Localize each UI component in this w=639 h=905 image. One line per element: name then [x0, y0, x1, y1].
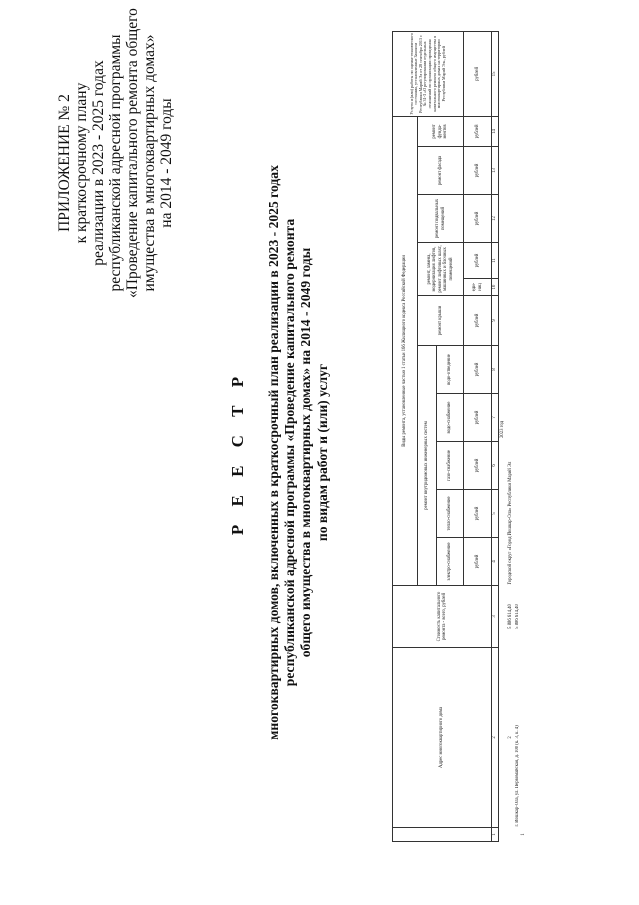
appendix-line: «Проведение капитального ремонта общего [124, 8, 141, 298]
unit-label: рублей [464, 346, 492, 394]
column-number: 8 [492, 346, 499, 394]
column-number: 3 [492, 586, 499, 648]
appendix-line: ПРИЛОЖЕНИЕ № 2 [56, 94, 73, 232]
appendix-line: имущества в многоквартирных домах» [141, 34, 158, 292]
unit-label: рублей [464, 442, 492, 490]
appendix-line: реализации в 2023 - 2025 годах [90, 60, 107, 266]
header-foundation: ремонт фунда-ментов [418, 116, 464, 146]
appendix-block [56, 8, 175, 298]
title-line: по видам работ и (или) услуг [314, 363, 330, 542]
header-roof: ремонт крыши [418, 296, 464, 346]
row-number: 1 [521, 833, 527, 836]
header-elevator: ремонт, замена, модернизация лифтов, ремонт лифтовых шахт, машинных и блочных помещений [418, 243, 464, 296]
header-number-blank [393, 828, 492, 842]
table-column-numbers-row [492, 31, 499, 841]
table-row [515, 31, 533, 841]
column-number: 5 [492, 490, 499, 538]
column-number: 13 [492, 147, 499, 195]
unit-label: рублей [464, 490, 492, 538]
table-city-row [507, 31, 515, 841]
header-water-supply: водо-снабжение [437, 394, 464, 442]
column-number: 6 [492, 442, 499, 490]
column-number: 11 [492, 243, 499, 279]
table-header-row [393, 31, 418, 841]
unit-label: рублей [464, 147, 492, 195]
document-heading: Р Е Е С Т Р [228, 369, 247, 536]
unit-label: рублей [464, 116, 492, 146]
title-line: многоквартирных домов, включенных в краткосрочный план реализации в 2023 - 2025 годах [266, 165, 281, 740]
appendix-line: к краткосрочному плану [73, 82, 90, 244]
header-facade: ремонт фасада [418, 147, 464, 195]
column-number: 12 [492, 195, 499, 243]
header-electricity: электро-снабжение [437, 538, 464, 586]
table-year-row [499, 31, 508, 841]
register-table [392, 31, 533, 842]
header-gas: газо-снабжение [437, 442, 464, 490]
title-line: республиканской адресной программы «Проведение капитального ремонта [282, 218, 298, 687]
header-address: Адрес многоквартирного дома [393, 648, 492, 828]
column-number: 9 [492, 296, 499, 346]
unit-label: рублей [464, 538, 492, 586]
unit-label: рублей [464, 296, 492, 346]
header-heating: тепло-снабжение [437, 490, 464, 538]
appendix-line: республиканской адресной программы [107, 34, 124, 292]
year-label: 2023 год [500, 420, 506, 438]
unit-label-elevator-units: еди-ниц [464, 279, 492, 296]
title-line: общего имущества в многоквартирных домах» на 2014 - 2049 годы [298, 247, 314, 658]
column-number: 14 [492, 116, 499, 146]
unit-label: рублей [464, 195, 492, 243]
column-number: 15 [492, 31, 499, 116]
row-cost: 5 886 614,40 [515, 604, 520, 629]
header-cost: Стоимость капитального ремонта - всего, рублей [393, 586, 492, 648]
unit-label: рублей [464, 31, 492, 116]
column-number: 10 [492, 279, 499, 296]
unit-label: рублей [464, 243, 492, 279]
column-number: 1 [492, 828, 499, 842]
title-block [228, 40, 331, 865]
appendix-line: на 2014 - 2049 годы [158, 98, 175, 228]
header-water-disposal: водо-отведение [437, 346, 464, 394]
header-repair-types: Виды ремонта, установленные частью 1 статьи 166 Жилищного кодекса Российской Федерации [393, 116, 418, 585]
unit-label: рублей [464, 394, 492, 442]
header-extra-services: Услуги и (или) работы по оценке технического состояния, установленные Законом Республики Марий Эл от 28 сентября 2013 г. № 31-З «О регулировании отдельных отношений по организации проведения капитального ремонта общего имущества в многоквартирных домах на территории Республики Марий Эл», рублей [393, 31, 464, 116]
city-total: 5 886 614,40 [508, 604, 514, 629]
header-internal-systems: ремонт внутридомовых инженерных систем [418, 346, 437, 586]
header-basement: ремонт подвальных помещений [418, 195, 464, 243]
column-number: 2 [492, 648, 499, 828]
city-label: Городской округ «Город Йошкар-Ола» Республики Марий Эл [508, 461, 514, 585]
column-number: 7 [492, 394, 499, 442]
city-count: 2 [508, 736, 514, 739]
column-number: 4 [492, 538, 499, 586]
row-address: г. Йошкар-Ола, ул. Первомайская, д. 100 (к. 3, к. 4) [515, 725, 520, 827]
